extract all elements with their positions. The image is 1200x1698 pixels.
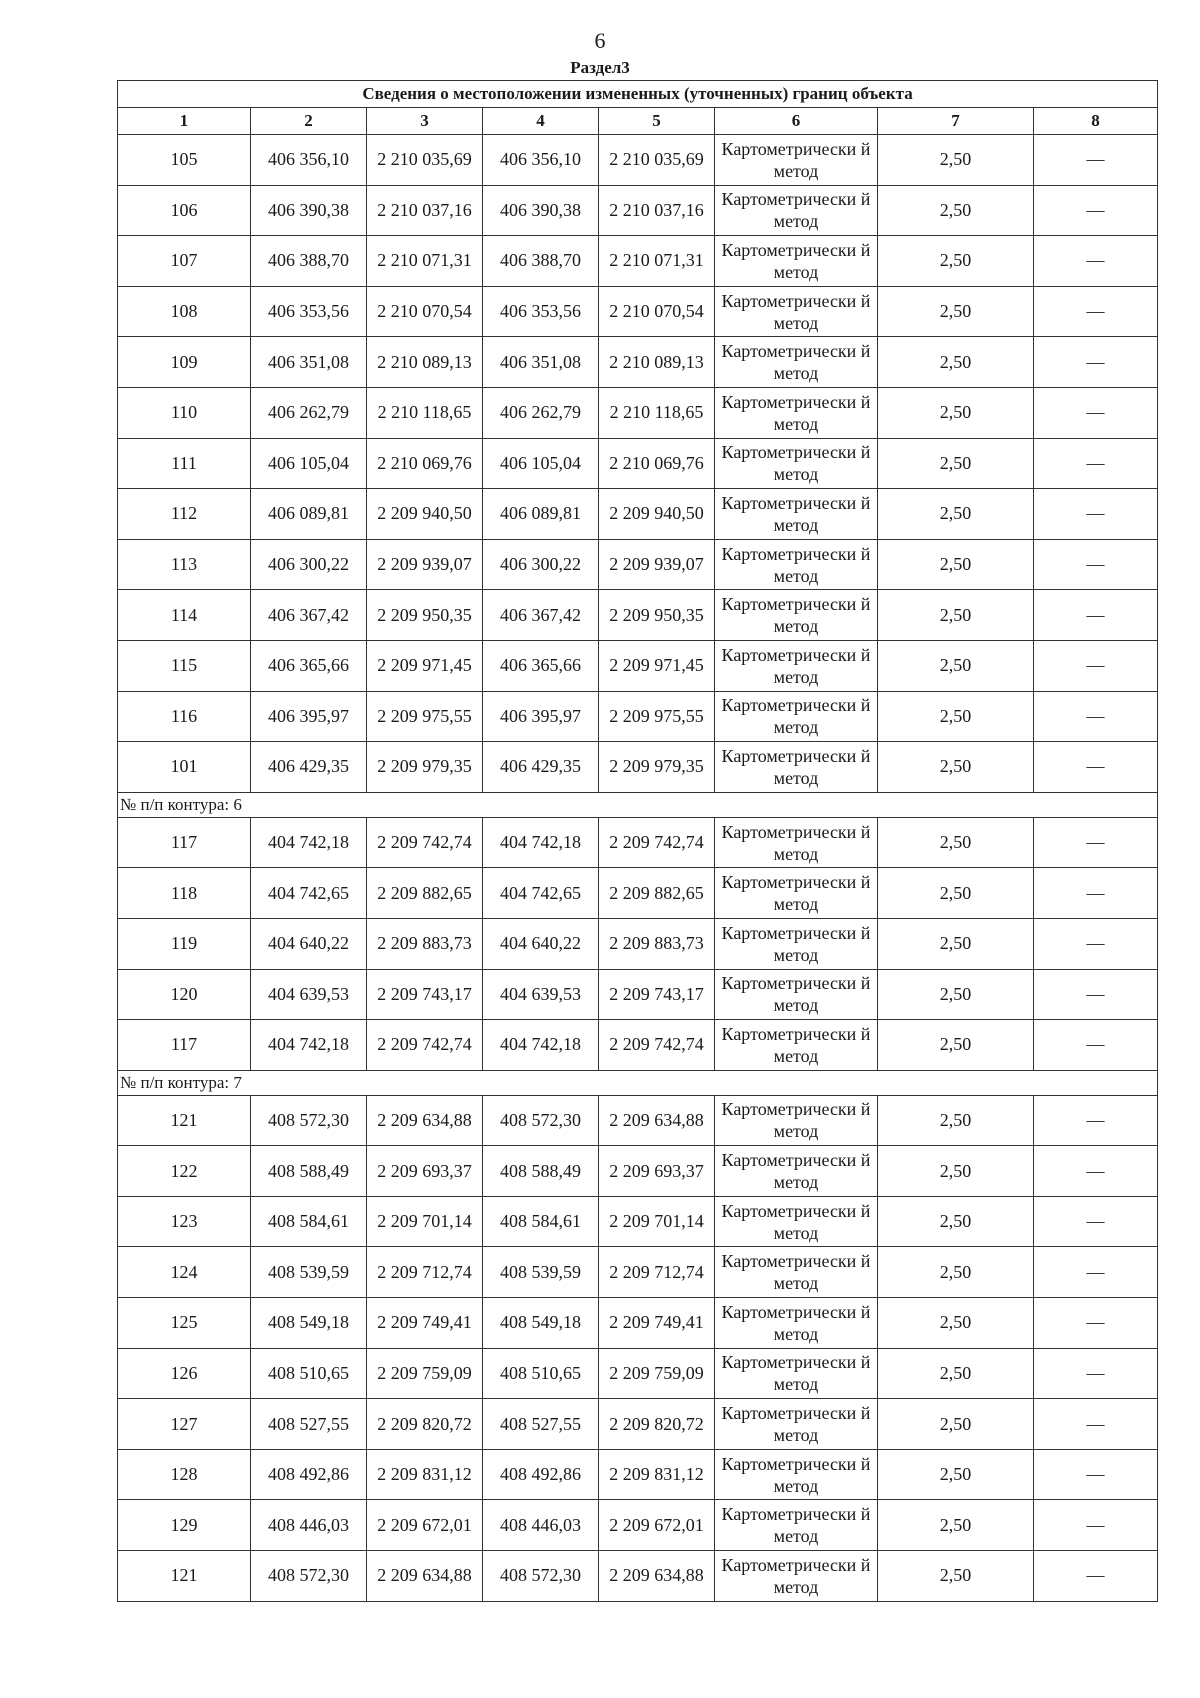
accuracy-cell: 2,50 xyxy=(878,539,1034,590)
existing-y-cell: 2 209 979,35 xyxy=(367,742,483,793)
description-cell: — xyxy=(1034,1095,1158,1146)
existing-y-cell: 2 209 971,45 xyxy=(367,640,483,691)
description-cell: — xyxy=(1034,969,1158,1020)
description-cell: — xyxy=(1034,1551,1158,1602)
existing-x-cell: 406 367,42 xyxy=(251,590,367,641)
accuracy-cell: 2,50 xyxy=(878,286,1034,337)
new-y-cell: 2 209 883,73 xyxy=(599,918,715,969)
point-number-cell: 114 xyxy=(118,590,251,641)
existing-x-cell: 408 492,86 xyxy=(251,1449,367,1500)
existing-y-cell: 2 209 634,88 xyxy=(367,1551,483,1602)
table-title-row xyxy=(118,81,1158,108)
description-cell: — xyxy=(1034,742,1158,793)
table-row xyxy=(118,1146,1158,1197)
method-cell: Картометрически й метод xyxy=(715,1196,878,1247)
accuracy-cell: 2,50 xyxy=(878,1146,1034,1197)
method-cell: Картометрически й метод xyxy=(715,640,878,691)
point-number-cell: 119 xyxy=(118,918,251,969)
method-cell: Картометрически й метод xyxy=(715,185,878,236)
column-header: 8 xyxy=(1034,108,1158,135)
existing-y-cell: 2 209 743,17 xyxy=(367,969,483,1020)
table-row xyxy=(118,185,1158,236)
new-x-cell: 404 742,18 xyxy=(483,817,599,868)
method-cell: Картометрически й метод xyxy=(715,1247,878,1298)
new-x-cell: 404 742,18 xyxy=(483,1020,599,1071)
new-y-cell: 2 209 831,12 xyxy=(599,1449,715,1500)
accuracy-cell: 2,50 xyxy=(878,1196,1034,1247)
existing-y-cell: 2 209 693,37 xyxy=(367,1146,483,1197)
accuracy-cell: 2,50 xyxy=(878,1348,1034,1399)
table-row xyxy=(118,691,1158,742)
method-cell: Картометрически й метод xyxy=(715,817,878,868)
existing-x-cell: 406 390,38 xyxy=(251,185,367,236)
accuracy-cell: 2,50 xyxy=(878,742,1034,793)
new-x-cell: 406 429,35 xyxy=(483,742,599,793)
new-y-cell: 2 209 742,74 xyxy=(599,817,715,868)
new-x-cell: 406 262,79 xyxy=(483,387,599,438)
new-y-cell: 2 209 971,45 xyxy=(599,640,715,691)
new-y-cell: 2 209 634,88 xyxy=(599,1095,715,1146)
point-number-cell: 122 xyxy=(118,1146,251,1197)
existing-y-cell: 2 210 070,54 xyxy=(367,286,483,337)
column-header: 2 xyxy=(251,108,367,135)
existing-y-cell: 2 209 882,65 xyxy=(367,868,483,919)
existing-y-cell: 2 209 950,35 xyxy=(367,590,483,641)
new-x-cell: 404 742,65 xyxy=(483,868,599,919)
description-cell: — xyxy=(1034,489,1158,540)
table-row xyxy=(118,817,1158,868)
new-x-cell: 406 105,04 xyxy=(483,438,599,489)
method-cell: Картометрически й метод xyxy=(715,337,878,388)
table-row xyxy=(118,236,1158,287)
method-cell: Картометрически й метод xyxy=(715,1500,878,1551)
existing-y-cell: 2 209 831,12 xyxy=(367,1449,483,1500)
description-cell: — xyxy=(1034,135,1158,186)
new-x-cell: 408 492,86 xyxy=(483,1449,599,1500)
existing-x-cell: 404 742,18 xyxy=(251,817,367,868)
method-cell: Картометрически й метод xyxy=(715,236,878,287)
existing-x-cell: 406 105,04 xyxy=(251,438,367,489)
column-number-header-row xyxy=(118,108,1158,135)
point-number-cell: 117 xyxy=(118,817,251,868)
existing-y-cell: 2 209 759,09 xyxy=(367,1348,483,1399)
table-row xyxy=(118,640,1158,691)
existing-x-cell: 406 429,35 xyxy=(251,742,367,793)
description-cell: — xyxy=(1034,438,1158,489)
existing-y-cell: 2 210 118,65 xyxy=(367,387,483,438)
existing-y-cell: 2 210 037,16 xyxy=(367,185,483,236)
new-y-cell: 2 210 037,16 xyxy=(599,185,715,236)
point-number-cell: 121 xyxy=(118,1095,251,1146)
method-cell: Картометрически й метод xyxy=(715,868,878,919)
new-x-cell: 408 527,55 xyxy=(483,1399,599,1450)
table-row xyxy=(118,918,1158,969)
method-cell: Картометрически й метод xyxy=(715,387,878,438)
new-y-cell: 2 209 749,41 xyxy=(599,1298,715,1349)
new-x-cell: 404 640,22 xyxy=(483,918,599,969)
point-number-cell: 107 xyxy=(118,236,251,287)
description-cell: — xyxy=(1034,1348,1158,1399)
new-y-cell: 2 210 035,69 xyxy=(599,135,715,186)
table-row xyxy=(118,286,1158,337)
description-cell: — xyxy=(1034,539,1158,590)
accuracy-cell: 2,50 xyxy=(878,185,1034,236)
existing-y-cell: 2 209 712,74 xyxy=(367,1247,483,1298)
point-number-cell: 129 xyxy=(118,1500,251,1551)
existing-x-cell: 408 549,18 xyxy=(251,1298,367,1349)
method-cell: Картометрически й метод xyxy=(715,590,878,641)
description-cell: — xyxy=(1034,1298,1158,1349)
accuracy-cell: 2,50 xyxy=(878,1449,1034,1500)
existing-y-cell: 2 210 035,69 xyxy=(367,135,483,186)
accuracy-cell: 2,50 xyxy=(878,438,1034,489)
existing-y-cell: 2 209 939,07 xyxy=(367,539,483,590)
existing-x-cell: 406 351,08 xyxy=(251,337,367,388)
existing-y-cell: 2 209 940,50 xyxy=(367,489,483,540)
description-cell: — xyxy=(1034,1449,1158,1500)
new-x-cell: 406 356,10 xyxy=(483,135,599,186)
table-row xyxy=(118,438,1158,489)
existing-x-cell: 406 262,79 xyxy=(251,387,367,438)
point-number-cell: 125 xyxy=(118,1298,251,1349)
table-row xyxy=(118,1399,1158,1450)
description-cell: — xyxy=(1034,1247,1158,1298)
description-cell: — xyxy=(1034,286,1158,337)
table-title: Сведения о местоположении измененных (уточненных) границ объекта xyxy=(118,81,1158,108)
existing-x-cell: 408 584,61 xyxy=(251,1196,367,1247)
point-number-cell: 128 xyxy=(118,1449,251,1500)
method-cell: Картометрически й метод xyxy=(715,969,878,1020)
accuracy-cell: 2,50 xyxy=(878,868,1034,919)
new-x-cell: 406 390,38 xyxy=(483,185,599,236)
point-number-cell: 111 xyxy=(118,438,251,489)
table-row xyxy=(118,742,1158,793)
existing-x-cell: 406 356,10 xyxy=(251,135,367,186)
method-cell: Картометрически й метод xyxy=(715,1348,878,1399)
point-number-cell: 116 xyxy=(118,691,251,742)
new-y-cell: 2 209 743,17 xyxy=(599,969,715,1020)
table-row xyxy=(118,1196,1158,1247)
new-y-cell: 2 210 070,54 xyxy=(599,286,715,337)
description-cell: — xyxy=(1034,691,1158,742)
new-x-cell: 408 572,30 xyxy=(483,1551,599,1602)
method-cell: Картометрически й метод xyxy=(715,286,878,337)
new-y-cell: 2 209 950,35 xyxy=(599,590,715,641)
column-header: 4 xyxy=(483,108,599,135)
column-header: 3 xyxy=(367,108,483,135)
existing-x-cell: 408 510,65 xyxy=(251,1348,367,1399)
point-number-cell: 112 xyxy=(118,489,251,540)
accuracy-cell: 2,50 xyxy=(878,1500,1034,1551)
accuracy-cell: 2,50 xyxy=(878,1020,1034,1071)
point-number-cell: 127 xyxy=(118,1399,251,1450)
new-y-cell: 2 210 071,31 xyxy=(599,236,715,287)
accuracy-cell: 2,50 xyxy=(878,590,1034,641)
accuracy-cell: 2,50 xyxy=(878,337,1034,388)
accuracy-cell: 2,50 xyxy=(878,1298,1034,1349)
page-number: 6 xyxy=(594,28,606,53)
new-y-cell: 2 209 820,72 xyxy=(599,1399,715,1450)
description-cell: — xyxy=(1034,1500,1158,1551)
contour-label: № п/п контура: 7 xyxy=(118,1070,1158,1095)
existing-y-cell: 2 209 742,74 xyxy=(367,817,483,868)
existing-x-cell: 408 527,55 xyxy=(251,1399,367,1450)
accuracy-cell: 2,50 xyxy=(878,387,1034,438)
point-number-cell: 118 xyxy=(118,868,251,919)
description-cell: — xyxy=(1034,1196,1158,1247)
accuracy-cell: 2,50 xyxy=(878,1551,1034,1602)
existing-x-cell: 408 539,59 xyxy=(251,1247,367,1298)
table-row xyxy=(118,590,1158,641)
method-cell: Картометрически й метод xyxy=(715,1146,878,1197)
new-x-cell: 406 353,56 xyxy=(483,286,599,337)
description-cell: — xyxy=(1034,817,1158,868)
description-cell: — xyxy=(1034,1146,1158,1197)
point-number-cell: 120 xyxy=(118,969,251,1020)
contour-label-row xyxy=(118,1070,1158,1095)
table-row xyxy=(118,489,1158,540)
description-cell: — xyxy=(1034,868,1158,919)
method-cell: Картометрически й метод xyxy=(715,1020,878,1071)
description-cell: — xyxy=(1034,337,1158,388)
accuracy-cell: 2,50 xyxy=(878,691,1034,742)
description-cell: — xyxy=(1034,918,1158,969)
method-cell: Картометрически й метод xyxy=(715,539,878,590)
accuracy-cell: 2,50 xyxy=(878,640,1034,691)
existing-x-cell: 408 446,03 xyxy=(251,1500,367,1551)
contour-label: № п/п контура: 6 xyxy=(118,792,1158,817)
column-header: 1 xyxy=(118,108,251,135)
table-row xyxy=(118,1298,1158,1349)
existing-x-cell: 406 395,97 xyxy=(251,691,367,742)
point-number-cell: 110 xyxy=(118,387,251,438)
accuracy-cell: 2,50 xyxy=(878,817,1034,868)
existing-x-cell: 408 572,30 xyxy=(251,1551,367,1602)
column-header: 5 xyxy=(599,108,715,135)
new-y-cell: 2 209 979,35 xyxy=(599,742,715,793)
new-y-cell: 2 209 712,74 xyxy=(599,1247,715,1298)
existing-y-cell: 2 210 069,76 xyxy=(367,438,483,489)
description-cell: — xyxy=(1034,590,1158,641)
new-x-cell: 406 351,08 xyxy=(483,337,599,388)
boundary-coordinates-table xyxy=(117,80,1158,1602)
method-cell: Картометрически й метод xyxy=(715,135,878,186)
existing-x-cell: 404 742,65 xyxy=(251,868,367,919)
method-cell: Картометрически й метод xyxy=(715,1449,878,1500)
existing-x-cell: 406 300,22 xyxy=(251,539,367,590)
table-row xyxy=(118,1449,1158,1500)
method-cell: Картометрически й метод xyxy=(715,742,878,793)
point-number-cell: 109 xyxy=(118,337,251,388)
method-cell: Картометрически й метод xyxy=(715,1298,878,1349)
existing-y-cell: 2 209 634,88 xyxy=(367,1095,483,1146)
point-number-cell: 108 xyxy=(118,286,251,337)
point-number-cell: 106 xyxy=(118,185,251,236)
existing-x-cell: 406 365,66 xyxy=(251,640,367,691)
point-number-cell: 115 xyxy=(118,640,251,691)
new-y-cell: 2 209 634,88 xyxy=(599,1551,715,1602)
new-y-cell: 2 209 701,14 xyxy=(599,1196,715,1247)
point-number-cell: 121 xyxy=(118,1551,251,1602)
new-y-cell: 2 209 975,55 xyxy=(599,691,715,742)
accuracy-cell: 2,50 xyxy=(878,135,1034,186)
point-number-cell: 113 xyxy=(118,539,251,590)
accuracy-cell: 2,50 xyxy=(878,1399,1034,1450)
section-title: Раздел3 xyxy=(570,58,630,77)
point-number-cell: 117 xyxy=(118,1020,251,1071)
method-cell: Картометрически й метод xyxy=(715,438,878,489)
accuracy-cell: 2,50 xyxy=(878,489,1034,540)
description-cell: — xyxy=(1034,1020,1158,1071)
column-header: 7 xyxy=(878,108,1034,135)
method-cell: Картометрически й метод xyxy=(715,1399,878,1450)
table-row xyxy=(118,1095,1158,1146)
table-row xyxy=(118,1500,1158,1551)
existing-y-cell: 2 209 701,14 xyxy=(367,1196,483,1247)
table-row xyxy=(118,969,1158,1020)
table-row xyxy=(118,387,1158,438)
existing-x-cell: 406 388,70 xyxy=(251,236,367,287)
point-number-cell: 124 xyxy=(118,1247,251,1298)
method-cell: Картометрически й метод xyxy=(715,489,878,540)
accuracy-cell: 2,50 xyxy=(878,1247,1034,1298)
new-y-cell: 2 209 882,65 xyxy=(599,868,715,919)
table-row xyxy=(118,135,1158,186)
accuracy-cell: 2,50 xyxy=(878,969,1034,1020)
new-y-cell: 2 209 672,01 xyxy=(599,1500,715,1551)
new-x-cell: 408 446,03 xyxy=(483,1500,599,1551)
new-y-cell: 2 209 939,07 xyxy=(599,539,715,590)
table-row xyxy=(118,337,1158,388)
contour-label-row xyxy=(118,792,1158,817)
accuracy-cell: 2,50 xyxy=(878,918,1034,969)
existing-x-cell: 404 742,18 xyxy=(251,1020,367,1071)
table-row xyxy=(118,1020,1158,1071)
accuracy-cell: 2,50 xyxy=(878,1095,1034,1146)
point-number-cell: 105 xyxy=(118,135,251,186)
existing-x-cell: 406 089,81 xyxy=(251,489,367,540)
existing-y-cell: 2 209 975,55 xyxy=(367,691,483,742)
new-y-cell: 2 210 089,13 xyxy=(599,337,715,388)
column-header: 6 xyxy=(715,108,878,135)
existing-x-cell: 404 639,53 xyxy=(251,969,367,1020)
point-number-cell: 123 xyxy=(118,1196,251,1247)
existing-x-cell: 406 353,56 xyxy=(251,286,367,337)
table-row xyxy=(118,539,1158,590)
existing-y-cell: 2 210 071,31 xyxy=(367,236,483,287)
method-cell: Картометрически й метод xyxy=(715,691,878,742)
new-y-cell: 2 209 742,74 xyxy=(599,1020,715,1071)
new-x-cell: 406 300,22 xyxy=(483,539,599,590)
new-y-cell: 2 209 759,09 xyxy=(599,1348,715,1399)
new-x-cell: 404 639,53 xyxy=(483,969,599,1020)
table-row xyxy=(118,1348,1158,1399)
new-x-cell: 408 584,61 xyxy=(483,1196,599,1247)
new-x-cell: 408 549,18 xyxy=(483,1298,599,1349)
existing-x-cell: 404 640,22 xyxy=(251,918,367,969)
table-row xyxy=(118,868,1158,919)
existing-y-cell: 2 209 883,73 xyxy=(367,918,483,969)
existing-x-cell: 408 588,49 xyxy=(251,1146,367,1197)
method-cell: Картометрически й метод xyxy=(715,1095,878,1146)
point-number-cell: 126 xyxy=(118,1348,251,1399)
description-cell: — xyxy=(1034,640,1158,691)
new-y-cell: 2 209 940,50 xyxy=(599,489,715,540)
existing-y-cell: 2 210 089,13 xyxy=(367,337,483,388)
description-cell: — xyxy=(1034,1399,1158,1450)
existing-x-cell: 408 572,30 xyxy=(251,1095,367,1146)
new-x-cell: 406 395,97 xyxy=(483,691,599,742)
existing-y-cell: 2 209 749,41 xyxy=(367,1298,483,1349)
existing-y-cell: 2 209 820,72 xyxy=(367,1399,483,1450)
existing-y-cell: 2 209 672,01 xyxy=(367,1500,483,1551)
new-y-cell: 2 210 069,76 xyxy=(599,438,715,489)
accuracy-cell: 2,50 xyxy=(878,236,1034,287)
table-row xyxy=(118,1247,1158,1298)
new-x-cell: 408 539,59 xyxy=(483,1247,599,1298)
method-cell: Картометрически й метод xyxy=(715,1551,878,1602)
new-y-cell: 2 209 693,37 xyxy=(599,1146,715,1197)
new-x-cell: 406 365,66 xyxy=(483,640,599,691)
table-row xyxy=(118,1551,1158,1602)
new-x-cell: 406 367,42 xyxy=(483,590,599,641)
point-number-cell: 101 xyxy=(118,742,251,793)
description-cell: — xyxy=(1034,387,1158,438)
new-x-cell: 408 510,65 xyxy=(483,1348,599,1399)
new-y-cell: 2 210 118,65 xyxy=(599,387,715,438)
new-x-cell: 406 388,70 xyxy=(483,236,599,287)
new-x-cell: 406 089,81 xyxy=(483,489,599,540)
new-x-cell: 408 588,49 xyxy=(483,1146,599,1197)
description-cell: — xyxy=(1034,236,1158,287)
existing-y-cell: 2 209 742,74 xyxy=(367,1020,483,1071)
new-x-cell: 408 572,30 xyxy=(483,1095,599,1146)
method-cell: Картометрически й метод xyxy=(715,918,878,969)
description-cell: — xyxy=(1034,185,1158,236)
